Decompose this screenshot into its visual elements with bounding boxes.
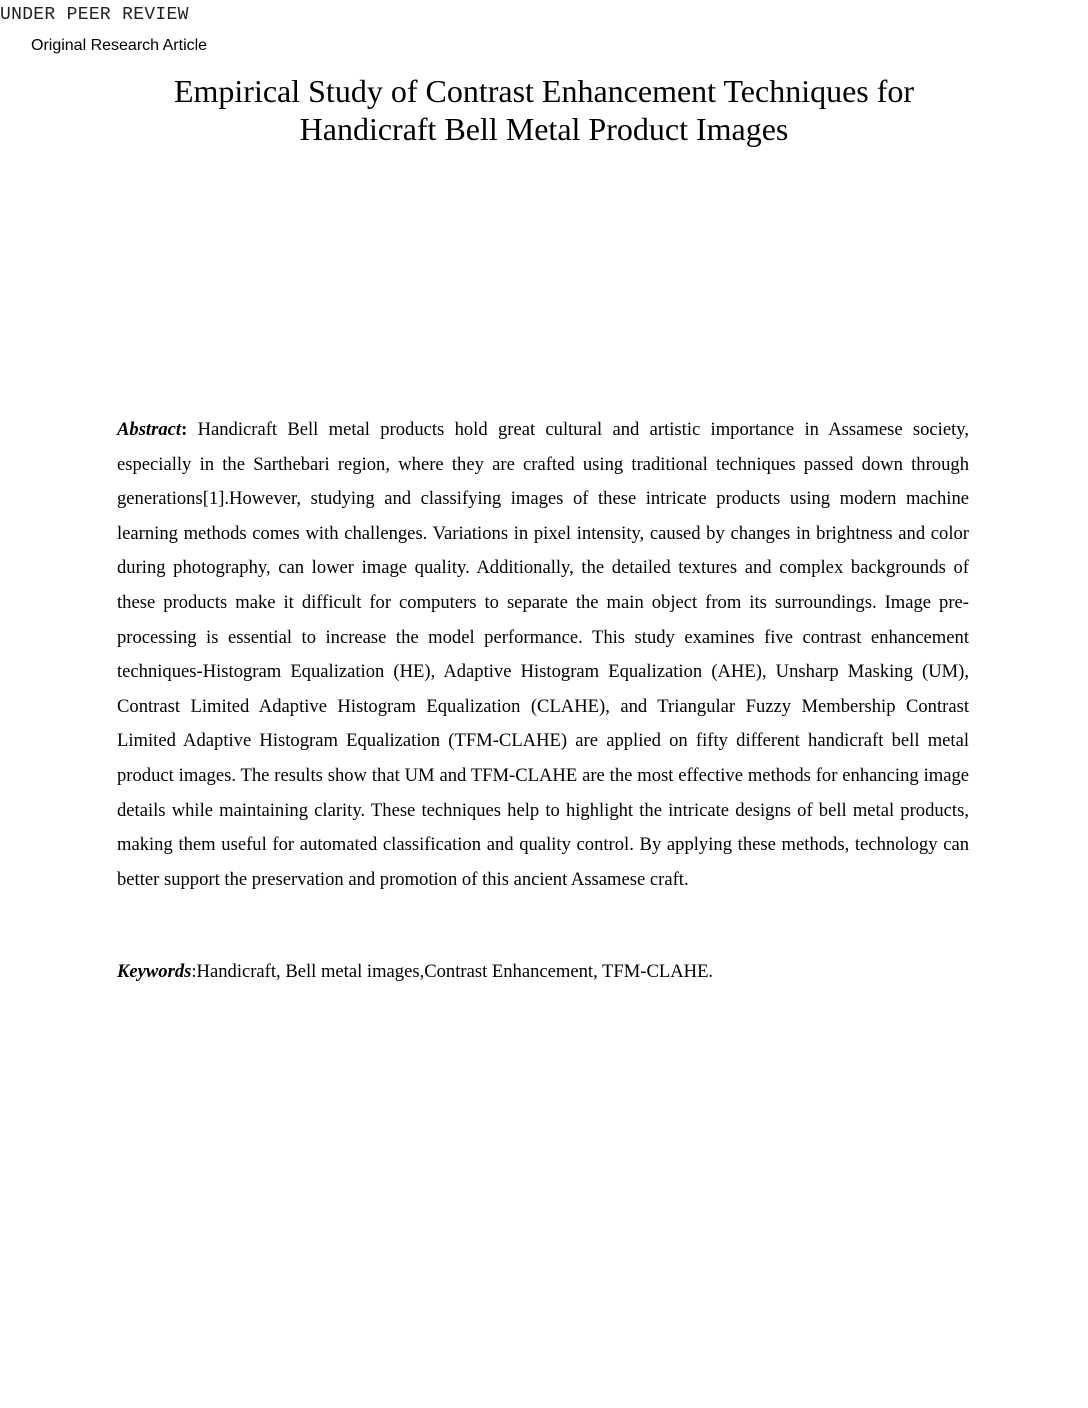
review-status-stamp: UNDER PEER REVIEW xyxy=(0,5,189,25)
paper-title-line-1: Empirical Study of Contrast Enhancement Techniques for xyxy=(173,73,915,109)
paper-title-line-2: Handicraft Bell Metal Product Images xyxy=(299,111,789,147)
article-type-label: Original Research Article xyxy=(31,37,208,54)
keywords-label: Keywords xyxy=(117,961,192,982)
abstract-label: Abstract xyxy=(117,419,182,440)
abstract-body: Handicraft Bell metal products hold great cultural and artistic importance in Assamese society, especially in the Sarthebari region, where they are crafted using traditional techniques passed down through generations[1].However, studying and classifying images of these intricate products using modern machine learning methods comes with challenges. Variations in pixel intensity, caused by changes in brightness and color during photography, can lower image quality. Additionally, the detailed textures and complex backgrounds of these products make it difficult for computers to separate the main object from its surroundings. Image pre-processing is essential to increase the model performance. This study examines five contrast enhancement techniques-Histogram Equalization (HE), Adaptive Histogram Equalization (AHE), Unsharp Masking (UM), Contrast Limited Adaptive Histogram Equalization (CLAHE), and Triangular Fuzzy Membership Contrast Limited Adaptive Histogram Equalization (TFM-CLAHE) are applied on fifty different handicraft bell metal product images. The results show that UM and TFM-CLAHE are the most effective methods for enhancing image details while maintaining clarity. These techniques help to highlight the intricate designs of bell metal products, making them useful for automated classification and quality control. By applying these methods, technology can better support the preservation and promotion of this ancient Assamese craft. xyxy=(117,419,969,890)
keywords-paragraph xyxy=(117,955,969,989)
abstract-paragraph xyxy=(117,413,969,897)
abstract-label-separator: : xyxy=(181,419,188,440)
paper-title xyxy=(80,72,1008,148)
keywords-list: :Handicraft, Bell metal images,Contrast Enhancement, TFM-CLAHE. xyxy=(191,961,714,982)
